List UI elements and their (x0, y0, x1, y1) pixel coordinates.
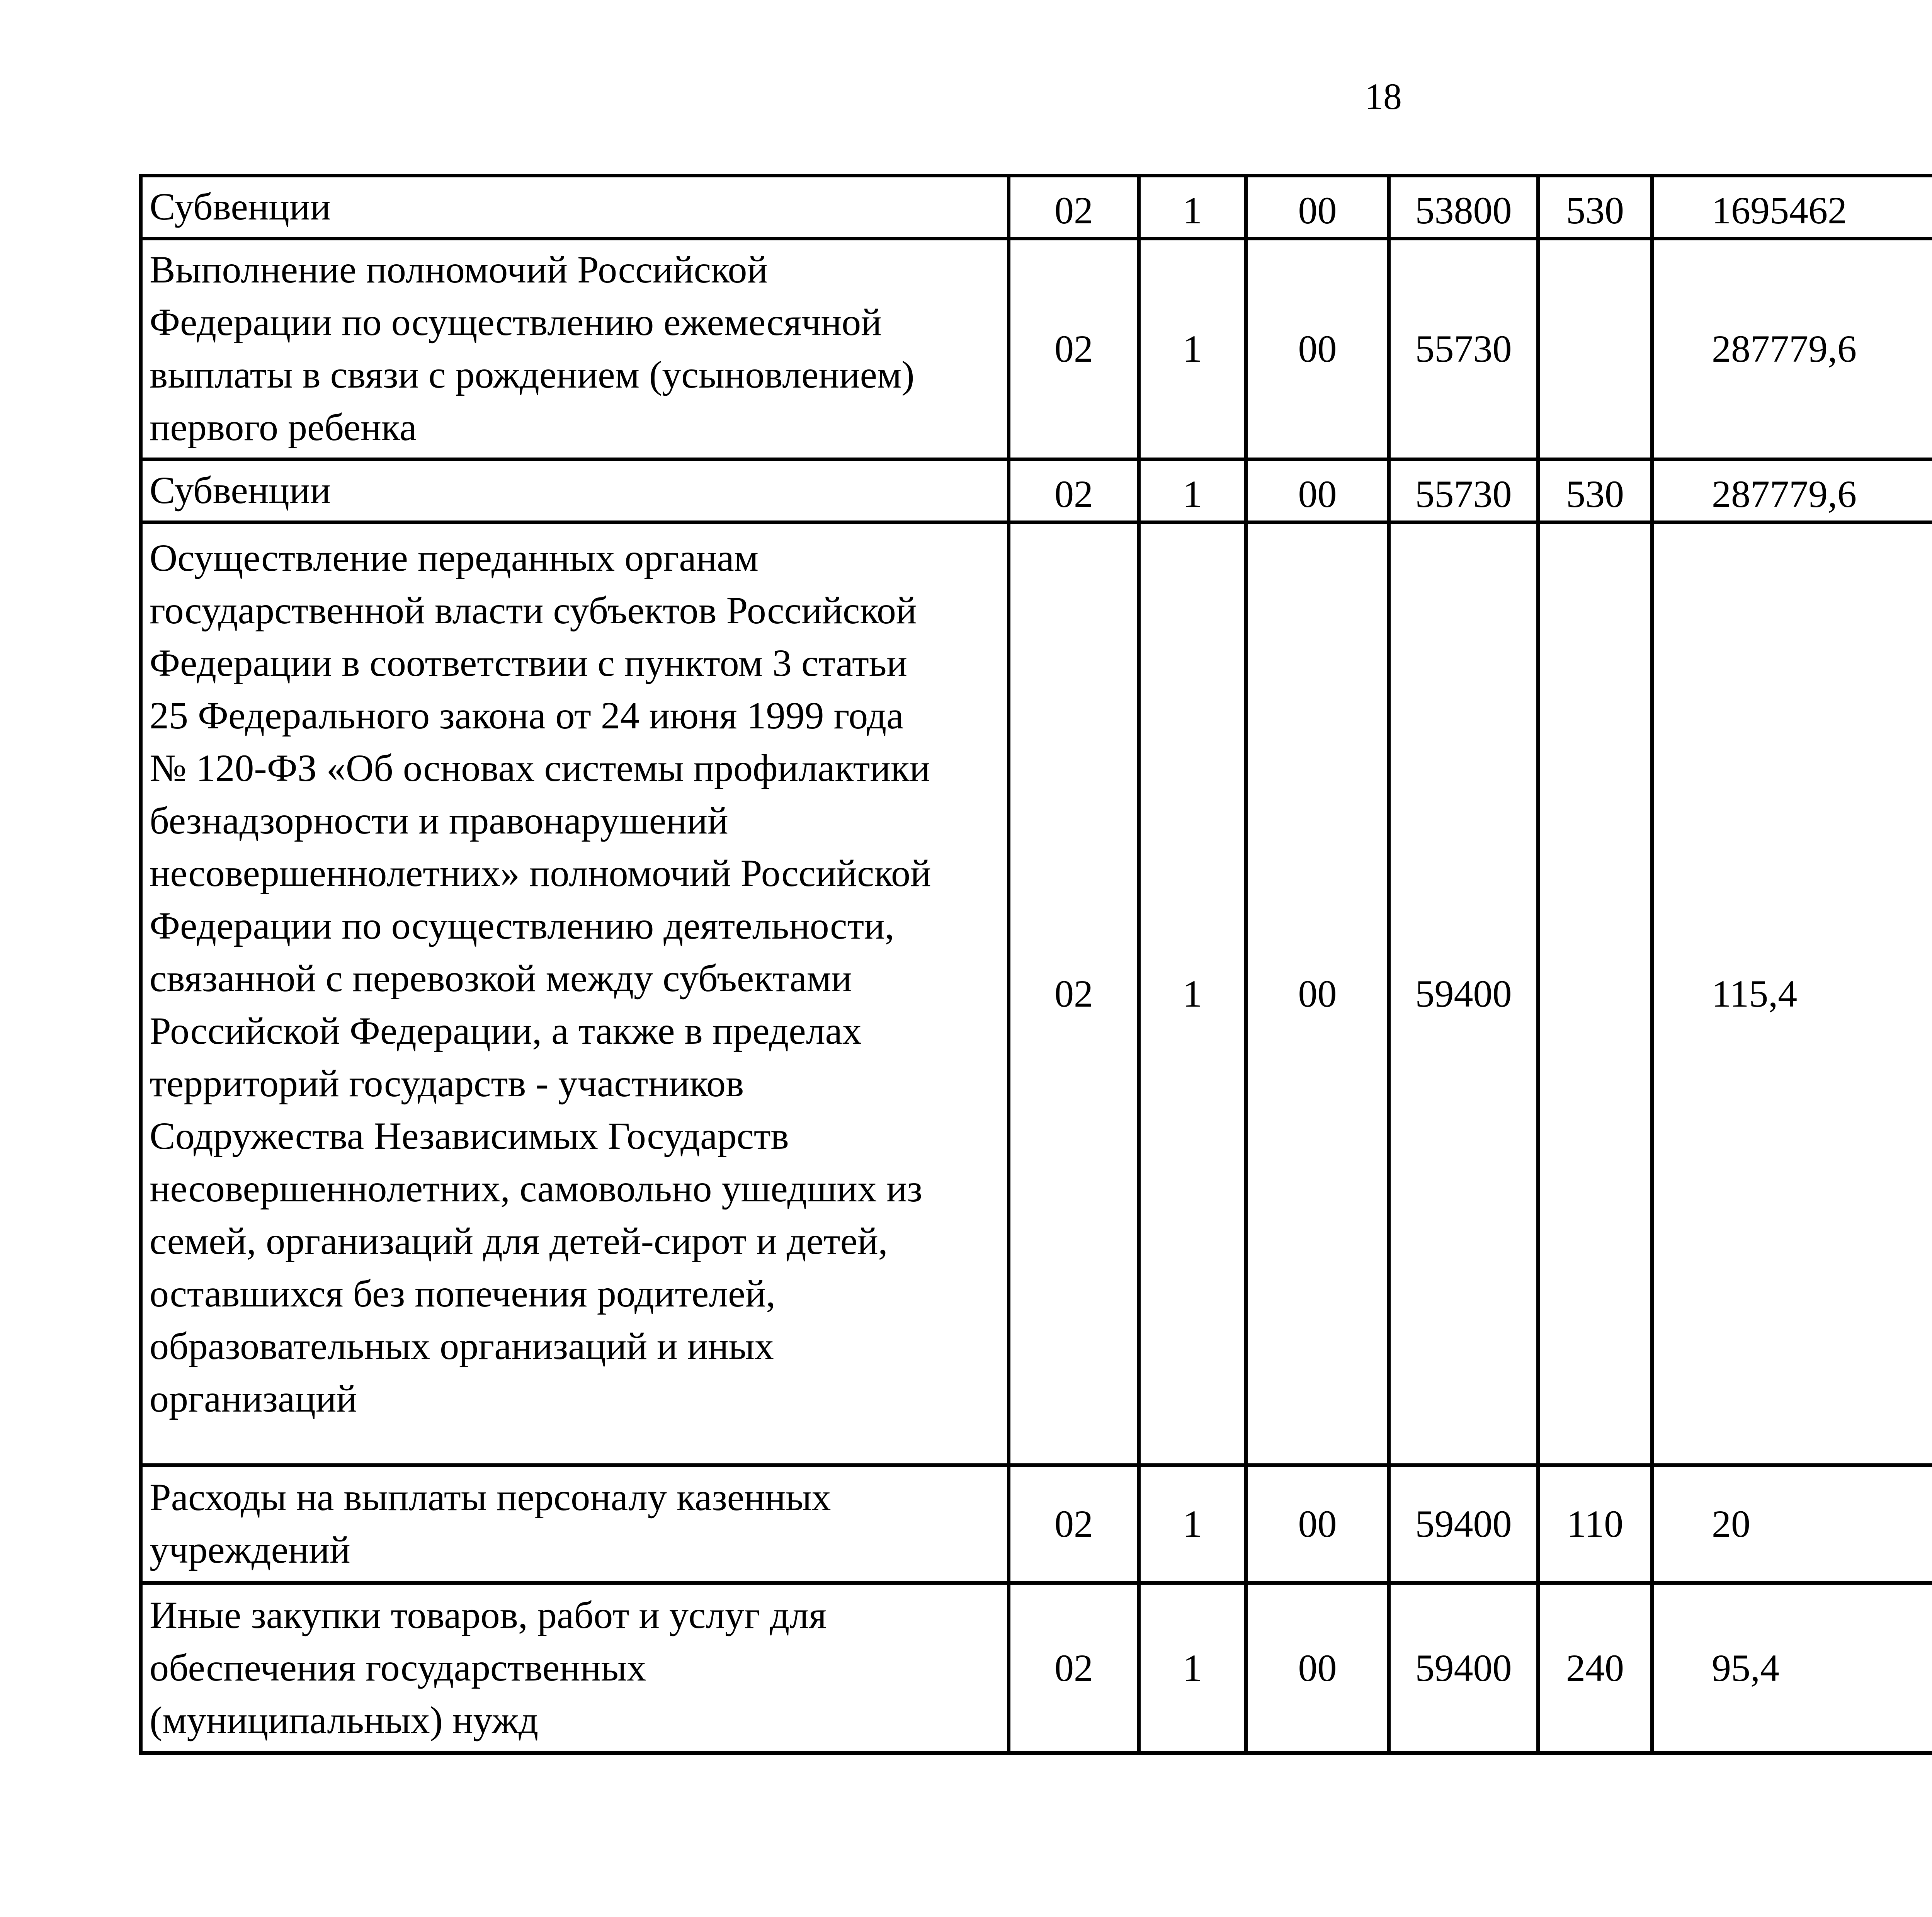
subprogram-code: 00 (1246, 239, 1389, 459)
section-code: 02 (1009, 176, 1139, 239)
section-code: 02 (1009, 1465, 1139, 1583)
table-row (141, 459, 1932, 522)
table-row (141, 176, 1932, 239)
program-code: 1 (1139, 1583, 1246, 1753)
amount-year-1: 287779,6 (1652, 459, 1932, 522)
page-number: 18 (1365, 76, 1402, 117)
table-row (141, 1583, 1932, 1753)
expense-type-code (1538, 239, 1652, 459)
amount-year-1: 20 (1652, 1465, 1932, 1583)
amount-year-1: 1695462 (1652, 176, 1932, 239)
row-name: Субвенции (141, 176, 1009, 239)
program-code: 1 (1139, 1465, 1246, 1583)
subprogram-code: 00 (1246, 176, 1389, 239)
table-row (141, 522, 1932, 1465)
row-name: Расходы на выплаты персоналу казенных учреждений (141, 1465, 1009, 1583)
program-code: 1 (1139, 522, 1246, 1465)
row-name: Выполнение полномочий Российской Федерации по осуществлению ежемесячной выплаты в связи с рождением (усыновлением) первого ребенка (141, 239, 1009, 459)
subprogram-code: 00 (1246, 1465, 1389, 1583)
row-name: Субвенции (141, 459, 1009, 522)
table-row (141, 239, 1932, 459)
direction-code: 55730 (1389, 459, 1538, 522)
expense-type-code: 530 (1538, 176, 1652, 239)
budget-table (139, 174, 1932, 1755)
expense-type-code (1538, 522, 1652, 1465)
subprogram-code: 00 (1246, 459, 1389, 522)
amount-year-1: 287779,6 (1652, 239, 1932, 459)
program-code: 1 (1139, 176, 1246, 239)
direction-code: 59400 (1389, 522, 1538, 1465)
section-code: 02 (1009, 522, 1139, 1465)
direction-code: 53800 (1389, 176, 1538, 239)
section-code: 02 (1009, 239, 1139, 459)
expense-type-code: 110 (1538, 1465, 1652, 1583)
direction-code: 59400 (1389, 1583, 1538, 1753)
amount-year-1: 115,4 (1652, 522, 1932, 1465)
program-code: 1 (1139, 459, 1246, 522)
amount-year-1: 95,4 (1652, 1583, 1932, 1753)
direction-code: 55730 (1389, 239, 1538, 459)
expense-type-code: 530 (1538, 459, 1652, 522)
direction-code: 59400 (1389, 1465, 1538, 1583)
section-code: 02 (1009, 459, 1139, 522)
program-code: 1 (1139, 239, 1246, 459)
expense-type-code: 240 (1538, 1583, 1652, 1753)
row-name: Осуществление переданных органам государственной власти субъектов Российской Федерации в соответствии с пунктом 3 статьи 25 Федерального закона от 24 июня 1999 года № 120-ФЗ «Об основах системы профилактики безнадзорности и правонарушений несовершеннолетних» полномочий Российской Федерации по осуществлению деятельности, связанной с перевозкой между субъектами Российской Федерации, а также в пределах территорий государств - участников Содружества Независимых Государств несовершеннолетних, самовольно ушедших из семей, организаций для детей-сирот и детей, оставшихся без попечения родителей, образовательных организаций и иных организаций (141, 522, 1009, 1465)
section-code: 02 (1009, 1583, 1139, 1753)
subprogram-code: 00 (1246, 522, 1389, 1465)
table-row (141, 1465, 1932, 1583)
row-name: Иные закупки товаров, работ и услуг для обеспечения государственных (муниципальных) нужд (141, 1583, 1009, 1753)
subprogram-code: 00 (1246, 1583, 1389, 1753)
